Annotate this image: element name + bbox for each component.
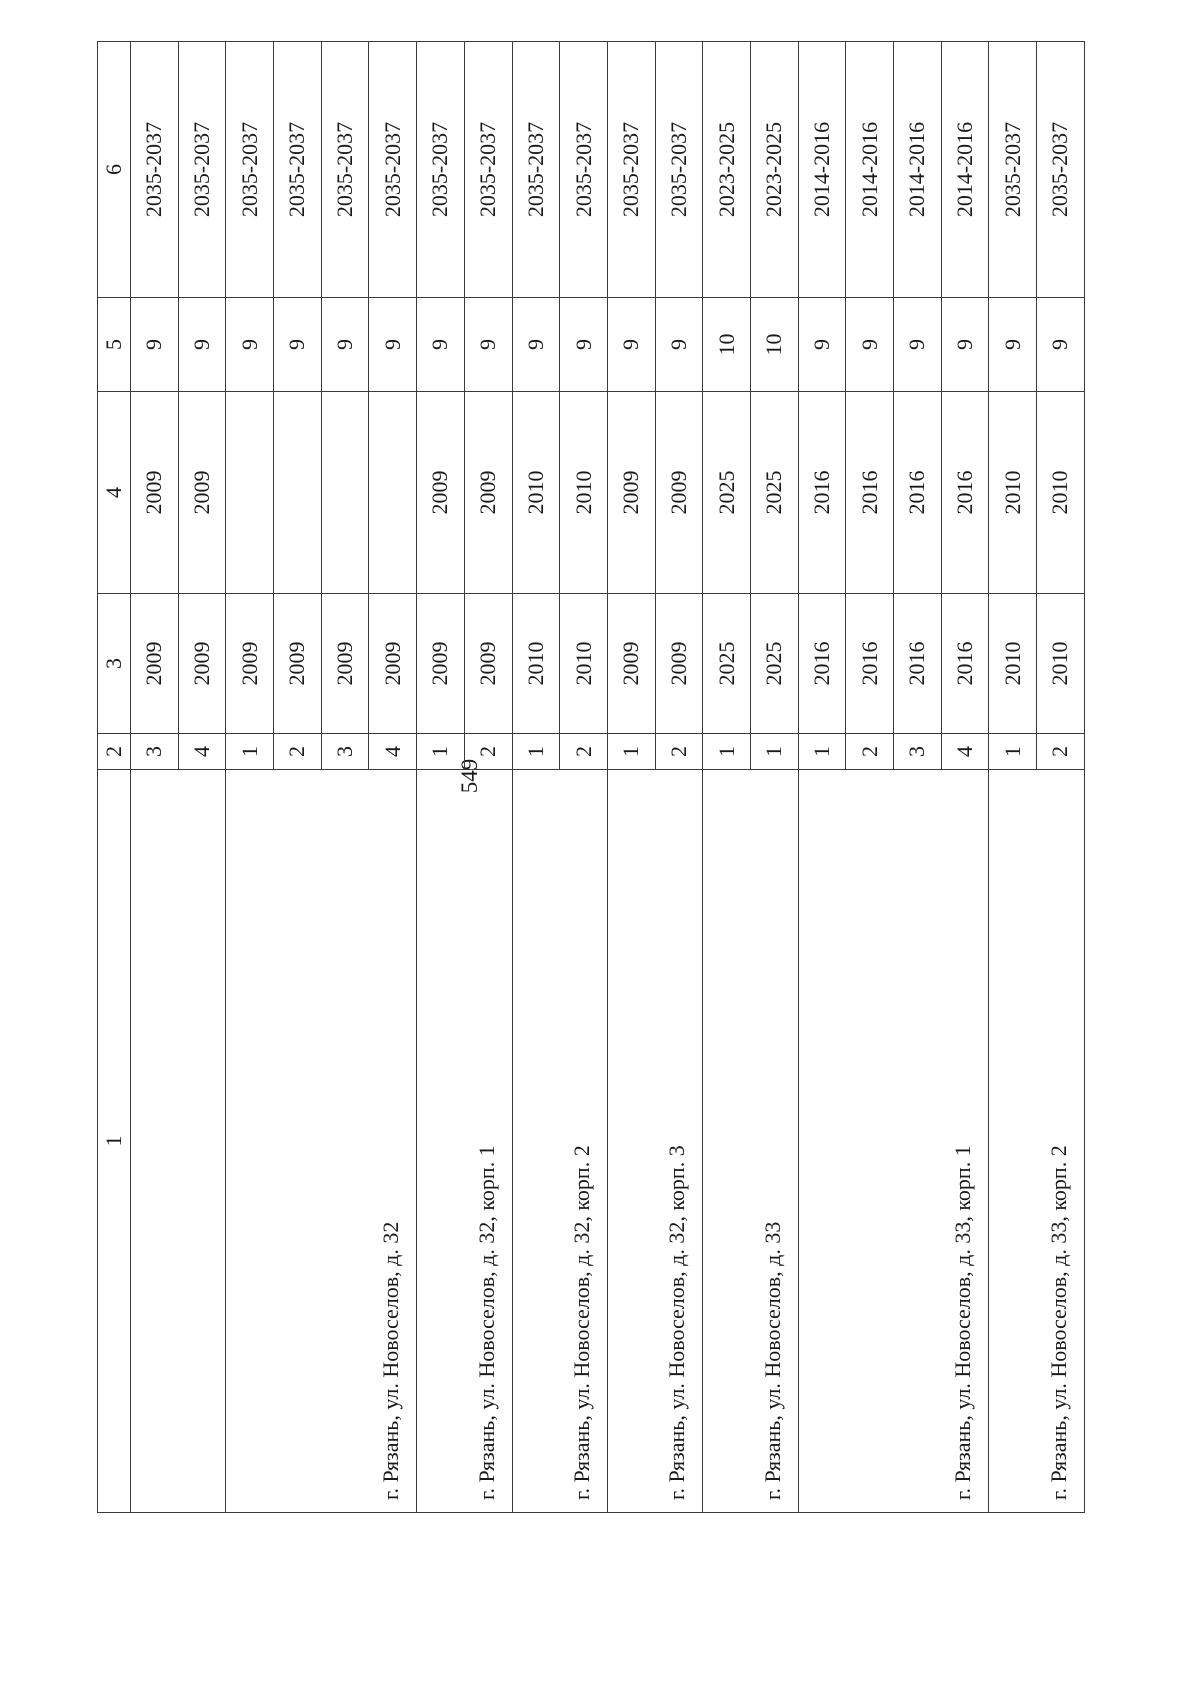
- table-row: [512, 42, 560, 1513]
- cell-col-4: 2010: [1037, 392, 1085, 594]
- header-cell-5: 5: [98, 298, 131, 392]
- cell-col-2: 4: [178, 734, 226, 770]
- document-table: [97, 41, 1085, 1513]
- cell-col-5: 9: [655, 298, 703, 392]
- cell-col-2: 3: [131, 734, 179, 770]
- cell-col-6: 2014-2016: [894, 42, 942, 298]
- cell-col-2: 2: [846, 734, 894, 770]
- cell-col-5: 9: [894, 298, 942, 392]
- cell-col-3: 2009: [464, 594, 512, 734]
- address-cell: г. Рязань, ул. Новоселов, д. 32, корп. 2: [512, 770, 607, 1513]
- cell-col-5: 9: [512, 298, 560, 392]
- cell-col-5: 9: [417, 298, 465, 392]
- cell-col-2: 1: [512, 734, 560, 770]
- cell-col-3: 2009: [226, 594, 274, 734]
- header-cell-1: 1: [98, 770, 131, 1513]
- table-row: [417, 42, 465, 1513]
- cell-col-3: 2025: [703, 594, 751, 734]
- header-cell-3: 3: [98, 594, 131, 734]
- cell-col-3: 2010: [989, 594, 1037, 734]
- cell-col-2: 2: [560, 734, 608, 770]
- cell-col-4: 2016: [846, 392, 894, 594]
- cell-col-4: 2025: [703, 392, 751, 594]
- table-row: [131, 42, 179, 1513]
- cell-col-6: 2035-2037: [512, 42, 560, 298]
- cell-col-4: 2025: [750, 392, 798, 594]
- address-cell: г. Рязань, ул. Новоселов, д. 33: [703, 770, 798, 1513]
- cell-col-5: 9: [226, 298, 274, 392]
- cell-col-3: 2010: [560, 594, 608, 734]
- cell-col-6: 2035-2037: [274, 42, 322, 298]
- table-row: [607, 42, 655, 1513]
- table-row: [989, 42, 1037, 1513]
- cell-col-4: 2016: [941, 392, 989, 594]
- cell-col-3: 2009: [321, 594, 369, 734]
- address-cell: г. Рязань, ул. Новоселов, д. 32, корп. 3: [607, 770, 702, 1513]
- cell-col-5: 9: [798, 298, 846, 392]
- cell-col-2: 4: [369, 734, 417, 770]
- cell-col-6: 2035-2037: [1037, 42, 1085, 298]
- cell-col-3: 2009: [369, 594, 417, 734]
- cell-col-4: 2009: [131, 392, 179, 594]
- cell-col-6: 2035-2037: [131, 42, 179, 298]
- table-row: [703, 42, 751, 1513]
- address-cell: г. Рязань, ул. Новоселов, д. 33, корп. 2: [989, 770, 1084, 1513]
- cell-col-6: 2035-2037: [321, 42, 369, 298]
- cell-col-3: 2009: [655, 594, 703, 734]
- cell-col-2: 1: [703, 734, 751, 770]
- cell-col-5: 9: [989, 298, 1037, 392]
- cell-col-5: 10: [703, 298, 751, 392]
- header-cell-2: 2: [98, 734, 131, 770]
- cell-col-6: 2035-2037: [655, 42, 703, 298]
- header-cell-6: 6: [98, 42, 131, 298]
- address-cell: [131, 770, 226, 1513]
- cell-col-6: 2023-2025: [750, 42, 798, 298]
- cell-col-4: 2010: [989, 392, 1037, 594]
- cell-col-5: 9: [464, 298, 512, 392]
- address-cell: г. Рязань, ул. Новоселов, д. 32, корп. 1: [417, 770, 512, 1513]
- cell-col-6: 2035-2037: [607, 42, 655, 298]
- cell-col-5: 9: [178, 298, 226, 392]
- cell-col-2: 2: [464, 734, 512, 770]
- cell-col-6: 2035-2037: [369, 42, 417, 298]
- cell-col-5: 10: [750, 298, 798, 392]
- cell-col-4: [226, 392, 274, 594]
- table-row: [226, 42, 274, 1513]
- cell-col-3: 2016: [798, 594, 846, 734]
- cell-col-5: 9: [941, 298, 989, 392]
- cell-col-2: 1: [989, 734, 1037, 770]
- cell-col-2: 1: [226, 734, 274, 770]
- header-cell-4: 4: [98, 392, 131, 594]
- cell-col-4: 2009: [178, 392, 226, 594]
- cell-col-6: 2014-2016: [941, 42, 989, 298]
- cell-col-4: 2010: [560, 392, 608, 594]
- cell-col-3: 2009: [607, 594, 655, 734]
- cell-col-3: 2025: [750, 594, 798, 734]
- cell-col-3: 2010: [512, 594, 560, 734]
- page-number: 549: [457, 758, 482, 794]
- cell-col-2: 1: [417, 734, 465, 770]
- cell-col-4: 2009: [655, 392, 703, 594]
- header-row: [98, 42, 131, 1513]
- document-table-container: [97, 42, 1073, 1513]
- cell-col-5: 9: [131, 298, 179, 392]
- cell-col-2: 2: [1037, 734, 1085, 770]
- cell-col-2: 1: [798, 734, 846, 770]
- cell-col-2: 2: [655, 734, 703, 770]
- cell-col-6: 2035-2037: [417, 42, 465, 298]
- cell-col-6: 2035-2037: [989, 42, 1037, 298]
- cell-col-6: 2014-2016: [798, 42, 846, 298]
- cell-col-6: 2035-2037: [226, 42, 274, 298]
- cell-col-2: 1: [607, 734, 655, 770]
- cell-col-5: 9: [321, 298, 369, 392]
- cell-col-3: 2016: [846, 594, 894, 734]
- cell-col-6: 2035-2037: [560, 42, 608, 298]
- cell-col-4: [274, 392, 322, 594]
- cell-col-4: 2009: [464, 392, 512, 594]
- cell-col-3: 2016: [894, 594, 942, 734]
- cell-col-4: 2009: [417, 392, 465, 594]
- cell-col-2: 2: [274, 734, 322, 770]
- cell-col-5: 9: [274, 298, 322, 392]
- cell-col-3: 2009: [131, 594, 179, 734]
- cell-col-6: 2023-2025: [703, 42, 751, 298]
- table-row: [798, 42, 846, 1513]
- cell-col-4: 2016: [894, 392, 942, 594]
- table-body: [98, 42, 1085, 1513]
- cell-col-3: 2009: [417, 594, 465, 734]
- cell-col-5: 9: [369, 298, 417, 392]
- cell-col-5: 9: [607, 298, 655, 392]
- cell-col-2: 1: [750, 734, 798, 770]
- cell-col-3: 2009: [178, 594, 226, 734]
- cell-col-4: 2016: [798, 392, 846, 594]
- cell-col-3: 2010: [1037, 594, 1085, 734]
- cell-col-4: [369, 392, 417, 594]
- cell-col-5: 9: [1037, 298, 1085, 392]
- cell-col-2: 3: [894, 734, 942, 770]
- cell-col-4: [321, 392, 369, 594]
- cell-col-3: 2009: [274, 594, 322, 734]
- cell-col-5: 9: [560, 298, 608, 392]
- cell-col-2: 4: [941, 734, 989, 770]
- cell-col-6: 2035-2037: [464, 42, 512, 298]
- cell-col-4: 2010: [512, 392, 560, 594]
- cell-col-6: 2035-2037: [178, 42, 226, 298]
- cell-col-6: 2014-2016: [846, 42, 894, 298]
- address-cell: г. Рязань, ул. Новоселов, д. 33, корп. 1: [798, 770, 989, 1513]
- cell-col-3: 2016: [941, 594, 989, 734]
- cell-col-5: 9: [846, 298, 894, 392]
- cell-col-4: 2009: [607, 392, 655, 594]
- address-cell: г. Рязань, ул. Новоселов, д. 32: [226, 770, 417, 1513]
- cell-col-2: 3: [321, 734, 369, 770]
